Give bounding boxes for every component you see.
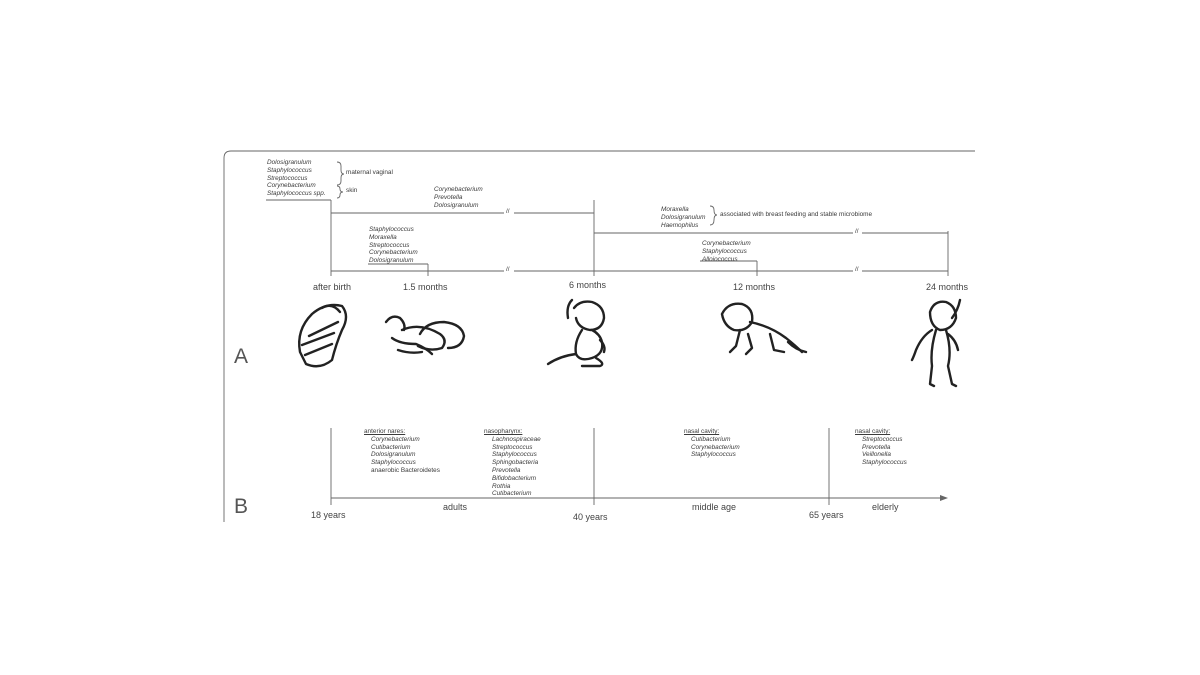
swaddled-baby-icon (299, 305, 346, 366)
site-title: nasal cavity: (855, 428, 891, 435)
month12-taxa-list (702, 240, 751, 263)
tick-label: 12 months (733, 282, 776, 292)
anterior-nares-list (364, 428, 440, 475)
nasopharynx-list (484, 428, 541, 498)
taxon: Sphingobacteria (492, 459, 539, 467)
taxon: Dolosigranulum (661, 213, 706, 221)
taxon: anaerobic Bacteroidetes (371, 466, 440, 474)
taxon: Prevotella (492, 466, 521, 474)
crawling-baby-icon (722, 304, 806, 354)
arrow-head (940, 495, 948, 501)
taxon: Staphylococcus (369, 226, 414, 233)
breast-note: associated with breast feeding and stable microbiome (720, 211, 873, 218)
stage-label: elderly (872, 502, 899, 512)
site-title: nasopharynx: (484, 428, 523, 435)
sitting-baby-icon (548, 300, 605, 366)
taxon: Dolosigranulum (371, 451, 416, 459)
break-mark: // (506, 208, 510, 215)
site-title: nasal cavity: (684, 428, 720, 435)
nasal-cavity-middle-list (684, 428, 740, 459)
taxon: Dolosigranulum (267, 159, 312, 166)
taxon: Dolosigranulum (434, 201, 479, 209)
taxon: Veillonella (862, 451, 891, 459)
stage-label: adults (443, 502, 468, 512)
tick-label: 6 months (569, 280, 607, 290)
break-mark: // (506, 266, 510, 273)
stage-label: middle age (692, 502, 737, 512)
taxon: Corynebacterium (691, 443, 740, 451)
taxon: Prevotella (862, 443, 891, 451)
taxon: Corynebacterium (702, 240, 751, 247)
break-mark: // (855, 266, 859, 273)
taxon: Corynebacterium (434, 186, 483, 193)
tick-label: after birth (313, 282, 352, 292)
taxon: Corynebacterium (267, 182, 316, 190)
age-tick-label: 65 years (809, 510, 844, 520)
taxon: Corynebacterium (371, 435, 420, 443)
panel-b-label: B (234, 495, 249, 518)
tick-label: 1.5 months (403, 282, 448, 292)
taxon: Moraxella (661, 206, 689, 213)
taxon: Bifidobacterium (492, 474, 537, 482)
taxon: Alloiococcus (702, 255, 738, 263)
site-title: anterior nares: (364, 428, 406, 435)
taxon: Staphylococcus (371, 459, 416, 467)
nasal-cavity-elderly-list (855, 428, 907, 467)
panel-a-label: A (234, 345, 249, 368)
standing-toddler-icon (912, 300, 960, 386)
taxon: Staphylococcus (862, 459, 907, 467)
lying-baby-icon (386, 317, 464, 354)
skin-label: skin (346, 187, 358, 194)
birth-taxa-list (267, 159, 326, 198)
taxon: Staphylococcus (702, 247, 747, 255)
taxon: Cutibacterium (492, 490, 532, 498)
tick-label: 24 months (926, 282, 969, 292)
early-taxa-list (434, 186, 483, 209)
taxon: Cutibacterium (371, 443, 411, 451)
taxon: Cutibacterium (691, 435, 731, 443)
taxon: Lachnospiraceae (492, 435, 541, 443)
taxon: Staphylococcus (691, 451, 736, 459)
taxon: Staphylococcus spp. (267, 190, 326, 198)
taxon: Moraxella (369, 233, 397, 241)
taxon: Dolosigranulum (369, 257, 414, 265)
maternal-vaginal-label: maternal vaginal (346, 169, 393, 176)
taxon: Staphylococcus (267, 166, 312, 174)
taxon: Prevotella (434, 193, 463, 201)
taxon: Streptococcus (862, 435, 903, 443)
taxon: Staphylococcus (492, 451, 537, 459)
break-mark: // (855, 228, 859, 235)
breast-taxa-list (661, 206, 705, 229)
taxon: Rothia (492, 482, 511, 490)
taxon: Streptococcus (369, 241, 410, 249)
taxon: Streptococcus (267, 174, 308, 182)
age-tick-label: 40 years (573, 512, 608, 522)
taxon: Haemophilus (661, 221, 699, 229)
month15-taxa-list (369, 226, 418, 265)
age-tick-label: 18 years (311, 510, 346, 520)
taxon: Corynebacterium (369, 249, 418, 257)
taxon: Streptococcus (492, 443, 533, 451)
